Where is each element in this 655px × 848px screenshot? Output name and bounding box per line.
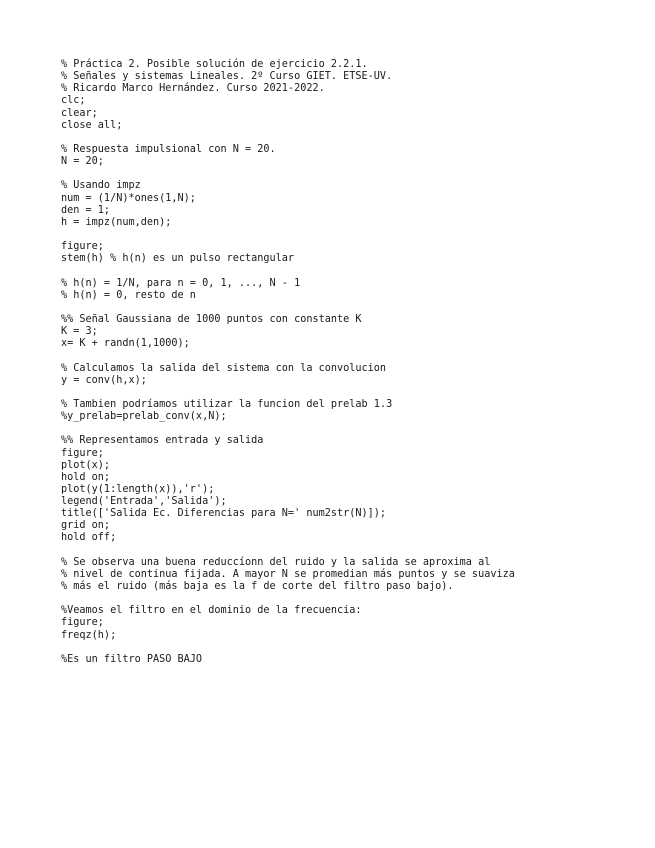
code-line: % Se observa una buena reduccíonn del ruido y la salida se aproxima al [61, 556, 491, 568]
code-line: % h(n) = 1/N, para n = 0, 1, ..., N - 1 [61, 277, 301, 289]
code-line: K = 3; [61, 326, 98, 338]
code-line: % Respuesta impulsional con N = 20. [61, 143, 276, 155]
code-line [61, 423, 515, 435]
code-line [61, 265, 515, 277]
code-line: clear; [61, 107, 98, 119]
code-line [61, 229, 515, 241]
code-line: hold on; [61, 471, 111, 483]
code-listing [61, 59, 515, 666]
code-line [61, 593, 515, 605]
code-line: % h(n) = 0, resto de n [61, 289, 196, 301]
code-line: N = 20; [61, 156, 104, 168]
code-line [61, 302, 515, 314]
code-line: freqz(h); [61, 629, 117, 641]
code-line: % más el ruido (más baja es la f de corte del filtro paso bajo). [61, 581, 454, 593]
code-line: x= K + randn(1,1000); [61, 338, 190, 350]
code-line: %Es un filtro PASO BAJO [61, 653, 203, 665]
code-line: figure; [61, 241, 104, 253]
code-line: plot(y(1:length(x)),'r'); [61, 483, 215, 495]
code-line [61, 545, 515, 557]
code-line: grid on; [61, 520, 111, 532]
code-line: y = conv(h,x); [61, 374, 147, 386]
code-line [61, 642, 515, 654]
code-line: % Práctica 2. Posible solución de ejercicio 2.2.1. [61, 59, 368, 70]
code-line: % nivel de continua fijada. A mayor N se promedian más puntos y se suaviza [61, 568, 515, 580]
code-line: %% Señal Gaussiana de 1000 puntos con constante K [61, 313, 362, 325]
code-line: % Usando impz [61, 180, 141, 192]
code-line: hold off; [61, 532, 117, 544]
code-line: h = impz(num,den); [61, 216, 172, 228]
code-line: % Señales y sistemas Lineales. 2º Curso GIET. ETSE-UV. [61, 71, 393, 83]
code-line: %% Representamos entrada y salida [61, 435, 264, 447]
code-line: num = (1/N)*ones(1,N); [61, 192, 196, 204]
code-line: % Calculamos la salida del sistema con la convolucion [61, 362, 387, 374]
code-line [61, 132, 515, 144]
code-line: % Ricardo Marco Hernández. Curso 2021-2022. [61, 83, 325, 95]
code-line: plot(x); [61, 459, 111, 471]
code-line: %Veamos el filtro en el dominio de la frecuencia: [61, 605, 362, 617]
code-line: den = 1; [61, 204, 111, 216]
code-line: legend('Entrada','Salida'); [61, 496, 227, 508]
code-line: clc; [61, 95, 86, 107]
code-line: figure; [61, 617, 104, 629]
code-line: % Tambien podríamos utilizar la funcion del prelab 1.3 [61, 398, 393, 410]
code-line [61, 387, 515, 399]
code-line: %y_prelab=prelab_conv(x,N); [61, 411, 227, 423]
code-line: stem(h) % h(n) es un pulso rectangular [61, 253, 295, 265]
code-line [61, 350, 515, 362]
code-line: title(['Salida Ec. Diferencias para N=' num2str(N)]); [61, 508, 387, 520]
code-line: close all; [61, 119, 123, 131]
code-line: figure; [61, 447, 104, 459]
code-line [61, 168, 515, 180]
